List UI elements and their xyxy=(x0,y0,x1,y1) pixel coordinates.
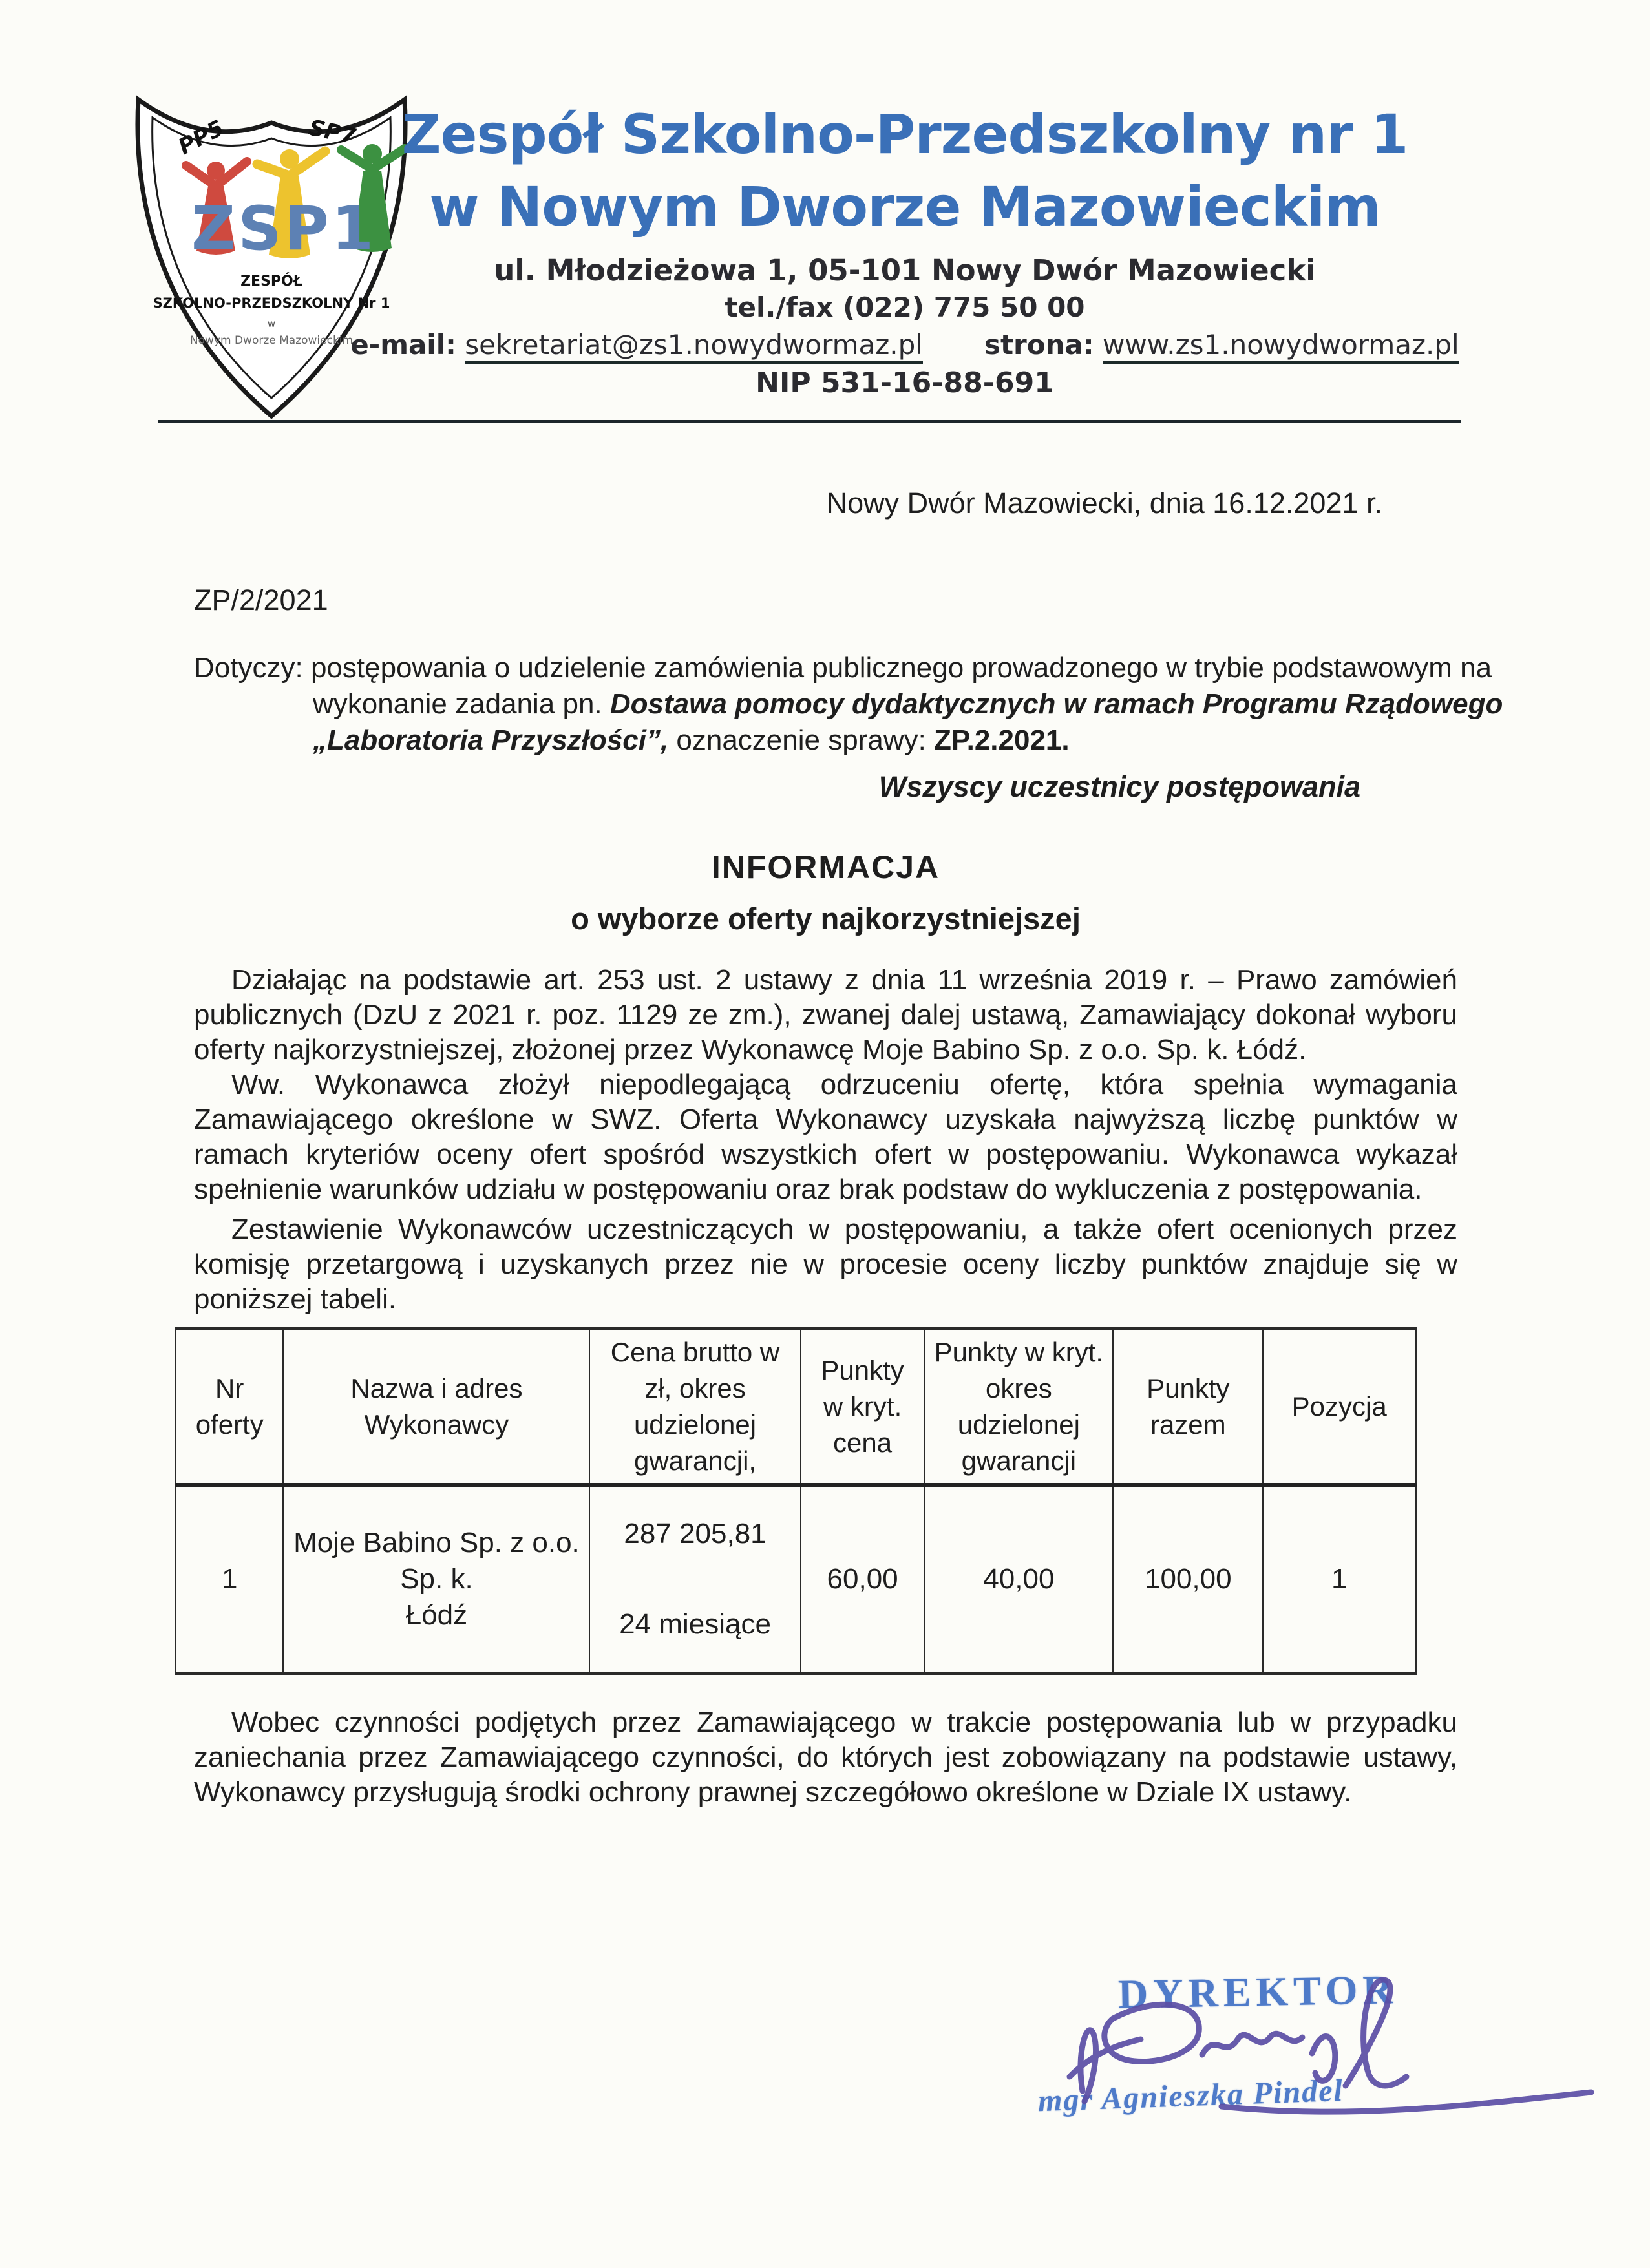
date-line: Nowy Dwór Mazowiecki, dnia 16.12.2021 r. xyxy=(826,487,1382,520)
contractor-city: Łódź xyxy=(405,1599,468,1632)
logo-pp5-label: PP5 xyxy=(174,115,229,160)
cell-price-points: 60,00 xyxy=(801,1485,925,1674)
org-name-line2: w Nowym Dworze Mazowieckim xyxy=(429,175,1380,238)
offers-table xyxy=(175,1327,1417,1675)
paragraph-legal-remedies: Wobec czynności podjętych przez Zamawiającego w trakcie postępowania lub w przypadku zaniechania przez Zamawiającego czynności, do których jest zobowiązany na podstawie ustawy, Wykonawcy przysługują środki ochrony prawnej szczegółowo określone w Dziale IX ustawy. xyxy=(194,1706,1457,1808)
letter-body xyxy=(194,0,1503,1810)
paragraph-legal-basis: Działając na podstawie art. 253 ust. 2 ustawy z dnia 11 września 2019 r. – Prawo zamówień publicznych (DzU z 2021 r. poz. 1129 ze zm.), zwanej dalej ustawą, Zamawiający dokonał wyboru oferty najkorzystniejszej, złożonej przez Wykonawcę Moje Babino Sp. z o.o. Sp. k. Łódź. xyxy=(194,964,1457,1066)
org-address: ul. Młodzieżowa 1, 05-101 Nowy Dwór Mazowiecki xyxy=(494,253,1316,288)
website-address: www.zs1.nowydwormaz.pl xyxy=(1103,329,1459,364)
stamp-name-text: mgr Agnieszka Pindel xyxy=(1037,2073,1344,2119)
org-nip: NIP 531-16-88-691 xyxy=(756,366,1054,399)
logo-sp7-label: SP7 xyxy=(306,114,358,150)
contractor-name: Moje Babino Sp. z o.o. xyxy=(293,1527,580,1559)
subject-program-name: Dostawa pomocy dydaktycznych w ramach Programu Rządowego „Laboratoria Przyszłości”, xyxy=(313,688,1503,756)
email-label: e-mail: xyxy=(350,329,456,361)
cell-position: 1 xyxy=(1263,1485,1415,1674)
logo-text-city: Nowym Dworze Mazowieckim xyxy=(189,334,354,347)
logo-zsp1-label: ZSP1 xyxy=(191,194,377,264)
email-address: sekretariat@zs1.nowydwormaz.pl xyxy=(465,329,923,364)
col-header-position: Pozycja xyxy=(1263,1329,1415,1486)
subject-label: Dotyczy: xyxy=(194,652,303,684)
logo-text-szkolno: SZKOLNO-PRZEDSZKOLNY Nr 1 xyxy=(153,295,390,311)
cell-price-warranty xyxy=(589,1485,800,1674)
warranty-value: 24 miesiące xyxy=(619,1608,771,1641)
cell-contractor xyxy=(283,1485,589,1674)
handwritten-signature xyxy=(1008,1957,1609,2144)
subject-text-1: postępowania o udzielenie zamówienia publicznego prowadzonego w trybie podstawowym na wykonanie zadania pn. xyxy=(310,652,1492,720)
logo-text-zespol: ZESPÓŁ xyxy=(240,273,302,289)
subject-case-ref: ZP.2.2021. xyxy=(934,724,1070,756)
col-header-price: Cena brutto w zł, okres udzielonej gwarancji, xyxy=(589,1329,800,1486)
col-header-total-points: Punkty razem xyxy=(1113,1329,1263,1486)
col-header-warranty-points: Punkty w kryt. okres udzielonej gwarancji xyxy=(925,1329,1114,1486)
contractor-form: Sp. k. xyxy=(400,1563,473,1595)
col-header-contractor: Nazwa i adres Wykonawcy xyxy=(283,1329,589,1486)
stamp-role-text: DYREKTOR xyxy=(1117,1966,1399,2017)
logo-text-w: w xyxy=(267,318,276,330)
org-name-line1: Zespół Szkolno-Przedszkolny nr 1 xyxy=(401,103,1408,166)
col-header-price-points: Punkty w kryt. cena xyxy=(801,1329,925,1486)
case-number: ZP/2/2021 xyxy=(194,583,328,616)
recipients-line: Wszyscy uczestnicy postępowania xyxy=(878,770,1360,803)
paragraph-table-intro: Zestawienie Wykonawców uczestniczących w postępowaniu, a także ofert ocenionych przez komisję przetargową i uzyskanych przez nie w procesie oceny liczby punktów znajduje się w poniższej tabeli. xyxy=(194,1213,1457,1315)
subject-text-2: oznaczenie sprawy: xyxy=(668,724,935,756)
paragraph-offer-evaluation: Ww. Wykonawca złożył niepodlegającą odrzuceniu ofertę, która spełnia wymagania Zamawiającego określone w SWZ. Oferta Wykonawcy uzyskała najwyższą liczbę punktów w ramach kryteriów oceny ofert spośród wszystkich ofert w postępowaniu. Wykonawca wykazał spełnienie warunków udziału w postępowaniu oraz brak podstaw do wykluczenia z postępowania. xyxy=(194,1069,1457,1205)
subject-line xyxy=(194,650,1521,759)
col-header-offer-no: Nr oferty xyxy=(176,1329,284,1486)
cell-warranty-points: 40,00 xyxy=(925,1485,1114,1674)
org-phone: tel./fax (022) 775 50 00 xyxy=(725,291,1085,323)
website-label: strona: xyxy=(984,329,1094,361)
cell-offer-no: 1 xyxy=(176,1485,284,1674)
cell-total-points: 100,00 xyxy=(1113,1485,1263,1674)
table-row xyxy=(176,1485,1416,1674)
document-title: INFORMACJA xyxy=(711,849,940,885)
document-subtitle: o wyborze oferty najkorzystniejszej xyxy=(571,901,1081,936)
price-value: 287 205,81 xyxy=(624,1518,767,1550)
signature-block xyxy=(1008,1957,1609,2144)
table-header-row xyxy=(176,1329,1416,1486)
